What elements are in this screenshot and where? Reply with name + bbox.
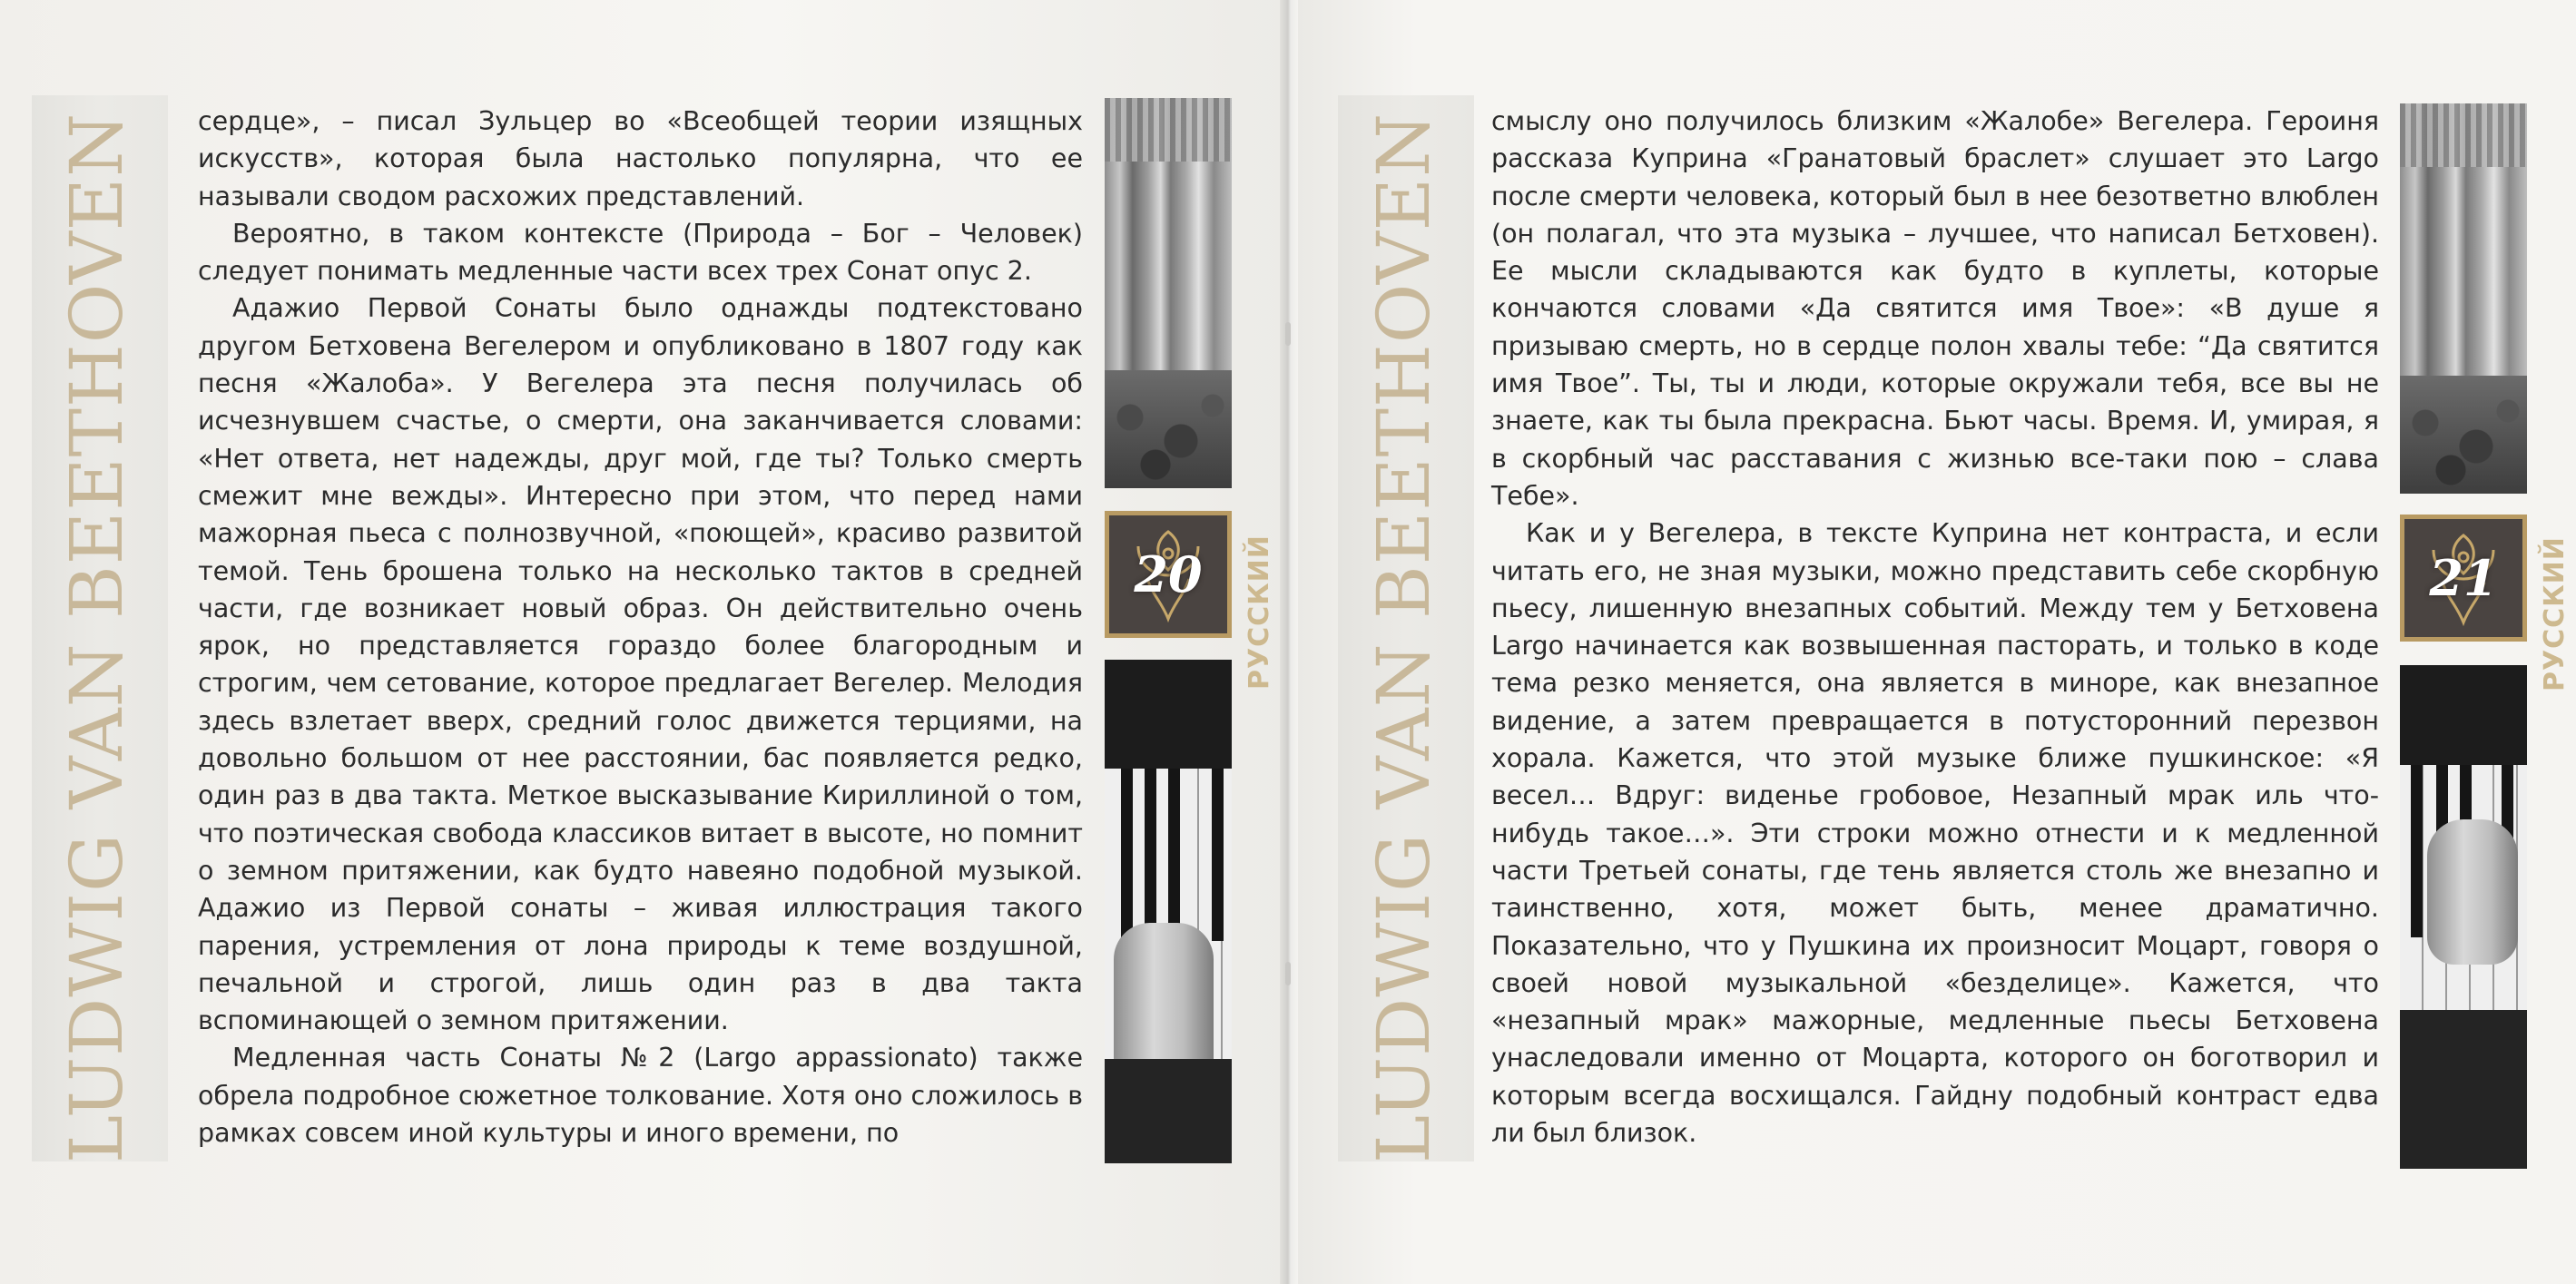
staple <box>1285 322 1291 346</box>
paragraph: сердце», – писал Зульцер во «Всеобщей теории изящных искусств», которая была настолько популярна, что ее называли сводом расхожих представлений. <box>198 106 1083 211</box>
column-photo <box>2400 103 2527 494</box>
paragraph: Адажио Первой Сонаты было однажды подтекстовано другом Бетховена Вегелером и опубликовано в 1807 году как песня «Жалоба». У Вегелера эта песня получилась об исчезнувшем счастье, о смерти, она заканчивается словами: «Нет ответа, нет надежды, друг мой, где ты? Только смерть смежит мне вежды». Интересно при этом, что перед нами мажорная пьеса с полнозвучной, «поющей», красиво развитой темой. Тень брошена только на несколько тактов в средней части, где возникает новый образ. Он действительно очень ярок, но представляется гораздо более благородным и строгим, чем сетование, которое предлагает Вегелер. Мелодия здесь взлетает вверх, средний голос движется терциями, на довольно большом от нее расстоянии, бас появляется редко, один раз в два такта. Меткое высказывание Кириллиной о том, что поэтическая свобода классиков витает в высоте, но помнит о земном притяжении, как будто навеяно подобной музыкой. Адажио из Первой сонаты – живая иллюстрация такого парения, устремления от лона природы к теме воздушной, печальной и строгой, лишь один раз в два такта вспоминающей о земном притяжении. <box>198 293 1083 1036</box>
paragraph: Медленная часть Сонаты №2 (Largo appassionato) также обрела подробное сюжетное толкование. Хотя оно сложилось в рамках совсем иной культуры и иного времени, по <box>198 1043 1083 1149</box>
spine-title: LUDWIG VAN BEETHOVEN <box>1362 112 1446 1163</box>
right-body-text <box>1491 103 2379 1152</box>
spine-title: LUDWIG VAN BEETHOVEN <box>54 112 139 1163</box>
page-number-badge <box>2400 515 2527 642</box>
paragraph: смыслу оно получилось близким «Жалобе» Вегелера. Героиня рассказа Куприна «Гранатовый браслет» слушает это Largo после смерти человека, который был в нее безответно влюблен (он полагал, что эта музыка – лучшее, что написал Бетховен). Ее мысли складываются как будто в куплеты, которые кончаются словами «Да святится имя Твое»: «В душе я призываю смерть, но в сердце полон хвалы тебе: “Да святится имя Твое”. Ты, ты и люди, которые окружали тебя, все вы не знаете, как ты была прекрасна. Бьют часы. Время. И, умирая, я в скорбный час расставания с жизнью все-таки пою – слава Тебе». <box>1491 106 2379 511</box>
paragraph: Как и у Вегелера, в тексте Куприна нет контраста, и если читать его, не зная музыки, можно представить себе скорбную пьесу, лишенную внезапных событий. Между тем у Бетховена Largo начинается как возвышенная пасторать, и только в коде тема резко меняется, она является в миноре, как внезапное видение, а затем превращается в потусторонний перезвон хорала. Кажется, что этой музыке ближе пушкинское: «Я весел… Вдруг: виденье гробовое, Незапный мрак иль что-нибудь такое…». Эти строки можно отнести и к медленной части Третьей сонаты, где тень является столь же внезапно и таинственно, хотя, может быть, менее драматично. Показательно, что у Пушкина их произносит Моцарт, говоря о своей новой музыкальной «безделице». Кажется, что «незапный мрак» мажорные, медленные пьесы Бетховена унаследовали именно от Моцарта, которого он боготворил и которым всегда восхищался. Гайдну подобный контраст едва ли был близок. <box>1491 518 2379 1149</box>
left-body-text <box>198 103 1083 1152</box>
language-label: РУССКИЙ <box>1244 534 1275 690</box>
right-page <box>1288 0 2576 1284</box>
piano-photo <box>1105 660 1232 1163</box>
page-number: 21 <box>2429 549 2498 607</box>
language-label: РУССКИЙ <box>2539 536 2571 691</box>
page-number: 20 <box>1134 545 1203 603</box>
page-number-badge <box>1105 511 1232 638</box>
paragraph: Вероятно, в таком контексте (Природа – Бог – Человек) следует понимать медленные части всех трех Сонат опус 2. <box>198 218 1083 287</box>
book-spine <box>1280 0 1298 1284</box>
staple <box>1285 962 1291 985</box>
piano-photo <box>2400 665 2527 1169</box>
column-photo <box>1105 98 1232 488</box>
